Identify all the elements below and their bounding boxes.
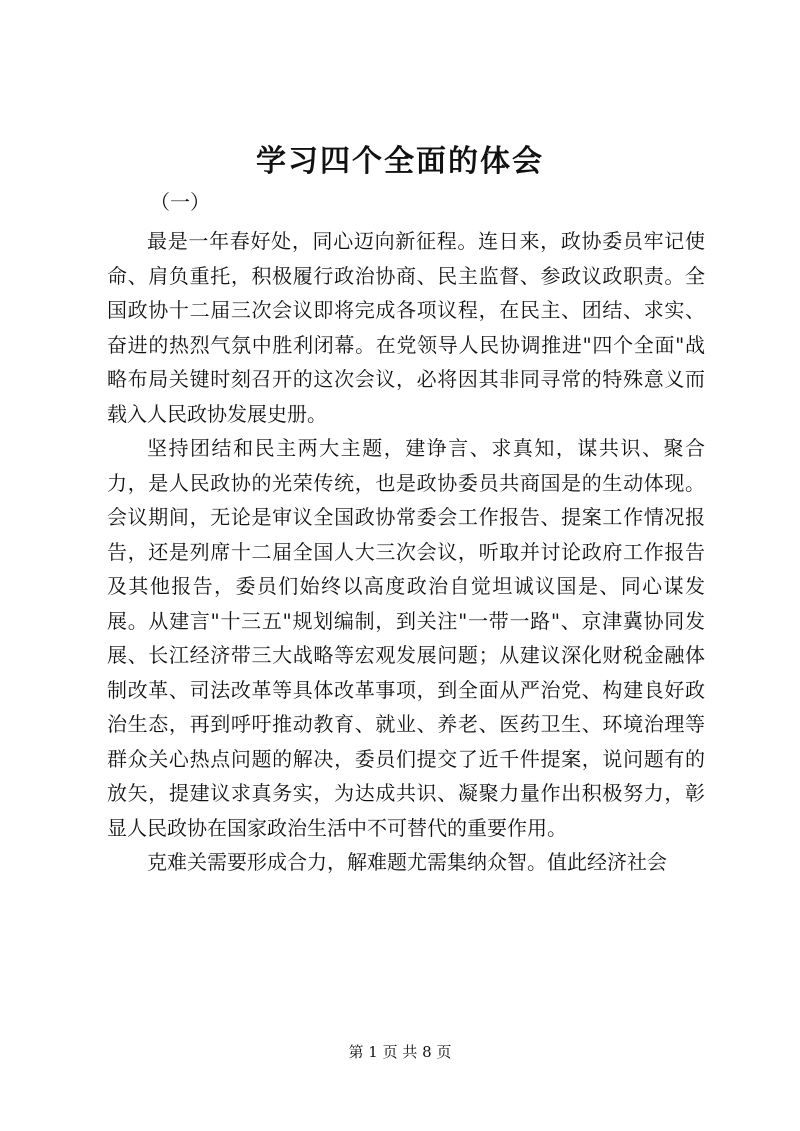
document-body [107, 224, 705, 880]
paragraph-3: 克难关需要形成合力，解难题尤需集纳众智。值此经济社会 [147, 850, 667, 874]
page-footer: 第 1 页 共 8 页 [348, 1043, 452, 1061]
paragraph-2: 坚持团结和民主两大主题，建诤言、求真知，谋共识、聚合力，是人民政协的光荣传统，也是政协委员共商国是的生动体现。会议期间，无论是审议全国政协常委会工作报告、提案工作情况报告，还是列席十二届全国人大三次会议，听取并讨论政府工作报告及其他报告，委员们始终以高度政治自觉坦诚议国是、同心谋发展。从建言"十三五"规划编制，到关注"一带一路"、京津冀协同发展、长江经济带三大战略等宏观发展问题；从建议深化财税金融体制改革、司法改革等具体改革事项，到全面从严治党、构建良好政治生态，再到呼吁推动教育、就业、养老、医药卫生、环境治理等群众关心热点问题的解决，委员们提交了近千件提案，说问题有的放矢，提建议求真务实，为达成共识、凝聚力量作出积极努力，彰显人民政协在国家政治生活中不可替代的重要作用。 [107, 436, 705, 840]
section-label: （一） [150, 190, 210, 214]
page-title: 学习四个全面的体会 [256, 144, 544, 179]
paragraph-1: 最是一年春好处，同心迈向新征程。连日来，政协委员牢记使命、肩负重托，积极履行政治协商、民主监督、参政议政职责。全国政协十二届三次会议即将完成各项议程，在民主、团结、求实、奋进的热烈气氛中胜利闭幕。在党领导人民协调推进"四个全面"战略布局关键时刻召开的这次会议，必将因其非同寻常的特殊意义而载入人民政协发展史册。 [107, 229, 705, 426]
